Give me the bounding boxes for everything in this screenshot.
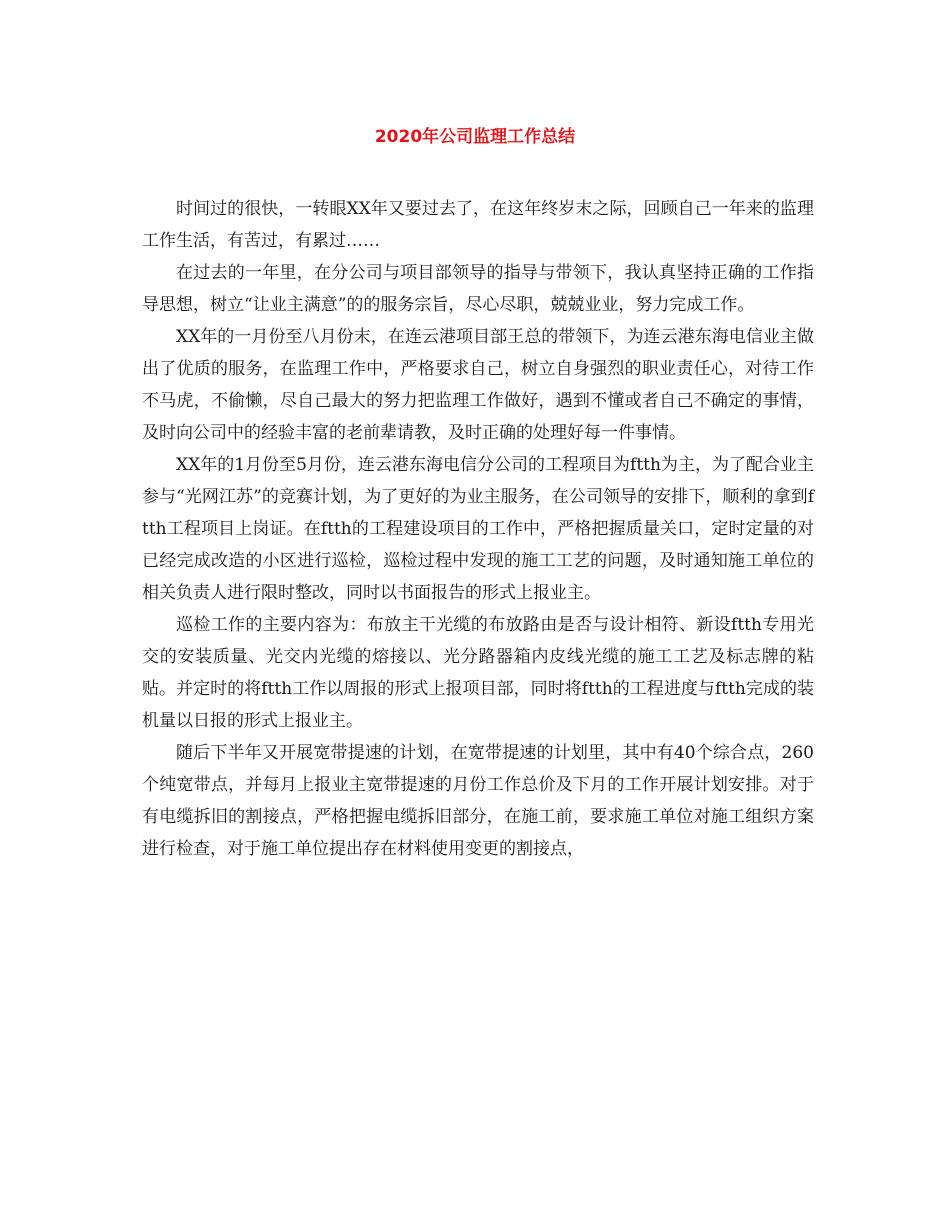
paragraph-ftth-project: XX年的1月份至5月份，连云港东海电信分公司的工程项目为ftth为主，为了配合业主参与“光网江苏”的竞赛计划，为了更好的为业主服务，在公司领导的安排下，顺利的拿到ftth工程项目上岗证。在ftth的工程建设项目的工作中，严格把握质量关口，定时定量的对已经完成改造的小区进行巡检，巡检过程中发现的施工工艺的问题，及时通知施工单位的相关负责人进行限时整改，同时以书面报告的形式上报业主。 [142,455,814,603]
paragraph-broadband: 随后下半年又开展宽带提速的计划，在宽带提速的计划里，其中有40个综合点，260个纯宽带点，并每月上报业主宽带提速的月份工作总价及下月的工作开展计划安排。对于有电缆拆旧的割接点，严格把握电缆拆旧部分，在施工前，要求施工单位对施工组织方案进行检查，对于施工单位提出存在材料使用变更的割接点， [142,743,814,859]
paragraph-inspection: 巡检工作的主要内容为：布放主干光缆的布放路由是否与设计相符、新设ftth专用光交的安装质量、光交内光缆的熔接以、光分路器箱内皮线光缆的施工工艺及标志牌的粘贴。并定时的将ftth工作以周报的形式上报项目部，同时将ftth的工程进度与ftth完成的装机量以日报的形式上报业主。 [142,615,814,731]
paragraph-guidance: 在过去的一年里，在分公司与项目部领导的指导与带领下，我认真坚持正确的工作指导思想，树立“让业主满意”的的服务宗旨，尽心尽职，兢兢业业，努力完成工作。 [142,263,814,315]
paragraph-intro: 时间过的很快，一转眼XX年又要过去了，在这年终岁末之际，回顾自己一年来的监理工作生活，有苦过，有累过…… [142,199,814,251]
document-title: 2020年公司监理工作总结 [374,127,576,147]
document-body [142,193,814,865]
paragraph-jan-aug: XX年的一月份至八月份末，在连云港项目部王总的带领下，为连云港东海电信业主做出了优质的服务，在监理工作中，严格要求自己，树立自身强烈的职业责任心，对待工作不马虎，不偷懒，尽自己最大的努力把监理工作做好，遇到不懂或者自己不确定的事情，及时向公司中的经验丰富的老前辈请教，及时正确的处理好每一件事情。 [142,327,814,443]
